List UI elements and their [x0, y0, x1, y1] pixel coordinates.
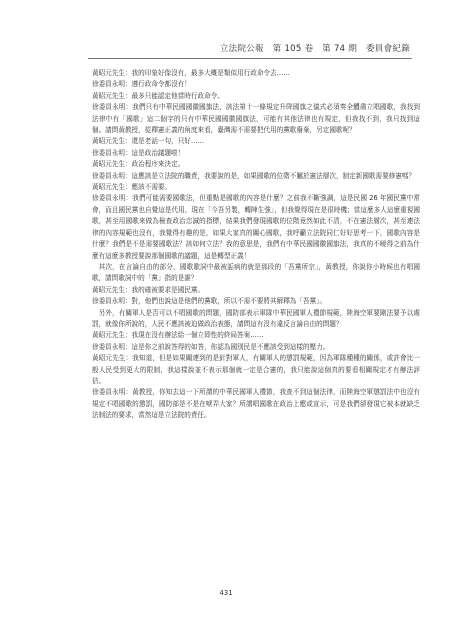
- paragraph: 徐委員永明：遵行政命令都沒有！: [92, 80, 191, 89]
- paragraph: 黃昭元先生：我現在沒有辦法給一個立即性的終局答案……: [92, 331, 264, 340]
- paragraph: 黃昭元先生：最多只能認定他當時行政命令。: [92, 91, 224, 100]
- paragraph: 徐委員永明：這是政治議題啦！: [92, 148, 185, 157]
- running-header: 立法院公報 第 105 卷 第 74 期 委員會紀錄: [219, 44, 410, 54]
- paragraph: 徐委員永明：我們只有中華民國國徽國旗法，該法第十一條規定升降國旗之儀式必須奏全體肅立唱國歌，我找到法律中有「國歌」這二個字的只有中華民國國徽國旗法，可能有其他法律也有規定，但我找不到，我只找到這個。請問黃教授，從釋憲正義的角度來看，臺灣需不需要把代用的黨歌廢棄，另定國歌呢？: [92, 103, 420, 135]
- paragraph: 徐委員永明：對，他們也說這是他們的黨歌，所以不需不要將其解釋為「吾黨」。: [92, 297, 327, 306]
- paragraph: 徐委員永明：這是你之前說答得的如答，你認為國別民是不應該受到這樣的壓力。: [92, 342, 330, 351]
- paragraph: 黃昭元先生：政治程序來決定。: [92, 160, 185, 169]
- transcript-body: [92, 68, 420, 422]
- paragraph: 黃昭元先生：我知道，但是如果關連到的是針對軍人，有關軍人的懲罰規範，因為軍隊種種的關係，或許會比一般人民受到更大的限制，我這樣說並不表示那個就一定是合憲的，我只能說這個真的要看相關規定才有辦法評估。: [92, 354, 420, 385]
- page-number: 431: [219, 589, 233, 597]
- paragraph: 徐委員永明：這應該是立法院的職責，我要說的是，如果國歌的位階不屬於憲法層次，制定新國歌需要修憲嗎？: [92, 171, 416, 180]
- header-rule: [88, 58, 412, 59]
- paragraph: 其次，在言論自由的部分，國歌歌詞中最被詬病的就是那段的「吾黨所宗」，黃教授，你說你小時候也有唱國歌，請問歌詞中的「黨」指的是誰？: [92, 262, 420, 283]
- paragraph: 黃昭元先生：應該不需要。: [92, 183, 172, 192]
- paragraph: 黃昭元先生：我的確被要求是國民黨。: [92, 285, 205, 294]
- paragraph: 黃昭元先生：還是老話一句，只好……: [92, 137, 205, 146]
- paragraph: 黃昭元先生：我的印象好像沒有，最多大概是類似用行政命令去……: [92, 69, 290, 77]
- paragraph: 另外，有關軍人是否可以不唱國歌的問題，國防部表示軍隊中華民國軍人禮節規範，陸海空軍要剛法要予以處罰，就像你所說的，人民不應該被迫做政治表態，請問這有沒有違反言論自由的問題？: [92, 308, 420, 328]
- paragraph: 徐委員永明：黃教授，你知去這一下所謂的中華民國軍人禮節，我查不到這個法律，而陸海空軍懲罰法中也沒有規定不唱國歌的懲罰，國防部是不是在唬弄大家？所謂唱國歌在政治上應或宣示，可是我們卻發現它被本就缺乏法制法的要求，當然這是立法院的責任。: [92, 388, 420, 420]
- paragraph: 徐委員永明：我們可能需要國歌法，但重點是國歌的內容是什麼？之前我不斷強調，這是民國 26 年國民黨中常會，而且國民黨也自覺這是代用，現在「今吾另製，轉陣生強」，但我覺得現在是很時機；當這麼多人這麼重視國歌，甚至用國歌來做為檢查政治忠誠的指標，結果我們發現國歌的位階竟然如此不清，不在憲法層次，甚至連法律的內容規範也沒有，我覺得有趣的是，如果大家真的關心國歌，我呼籲立法院同仁好好思考一下，國歌內容是什麼？我們是不是需要國歌法？該如何立法？我的意思是，我們有中華民國國徽國旗法，我真的不曉得之前為什麼有這麼多教授要說那個國歌的議題，這是轉型正義！: [92, 194, 420, 260]
